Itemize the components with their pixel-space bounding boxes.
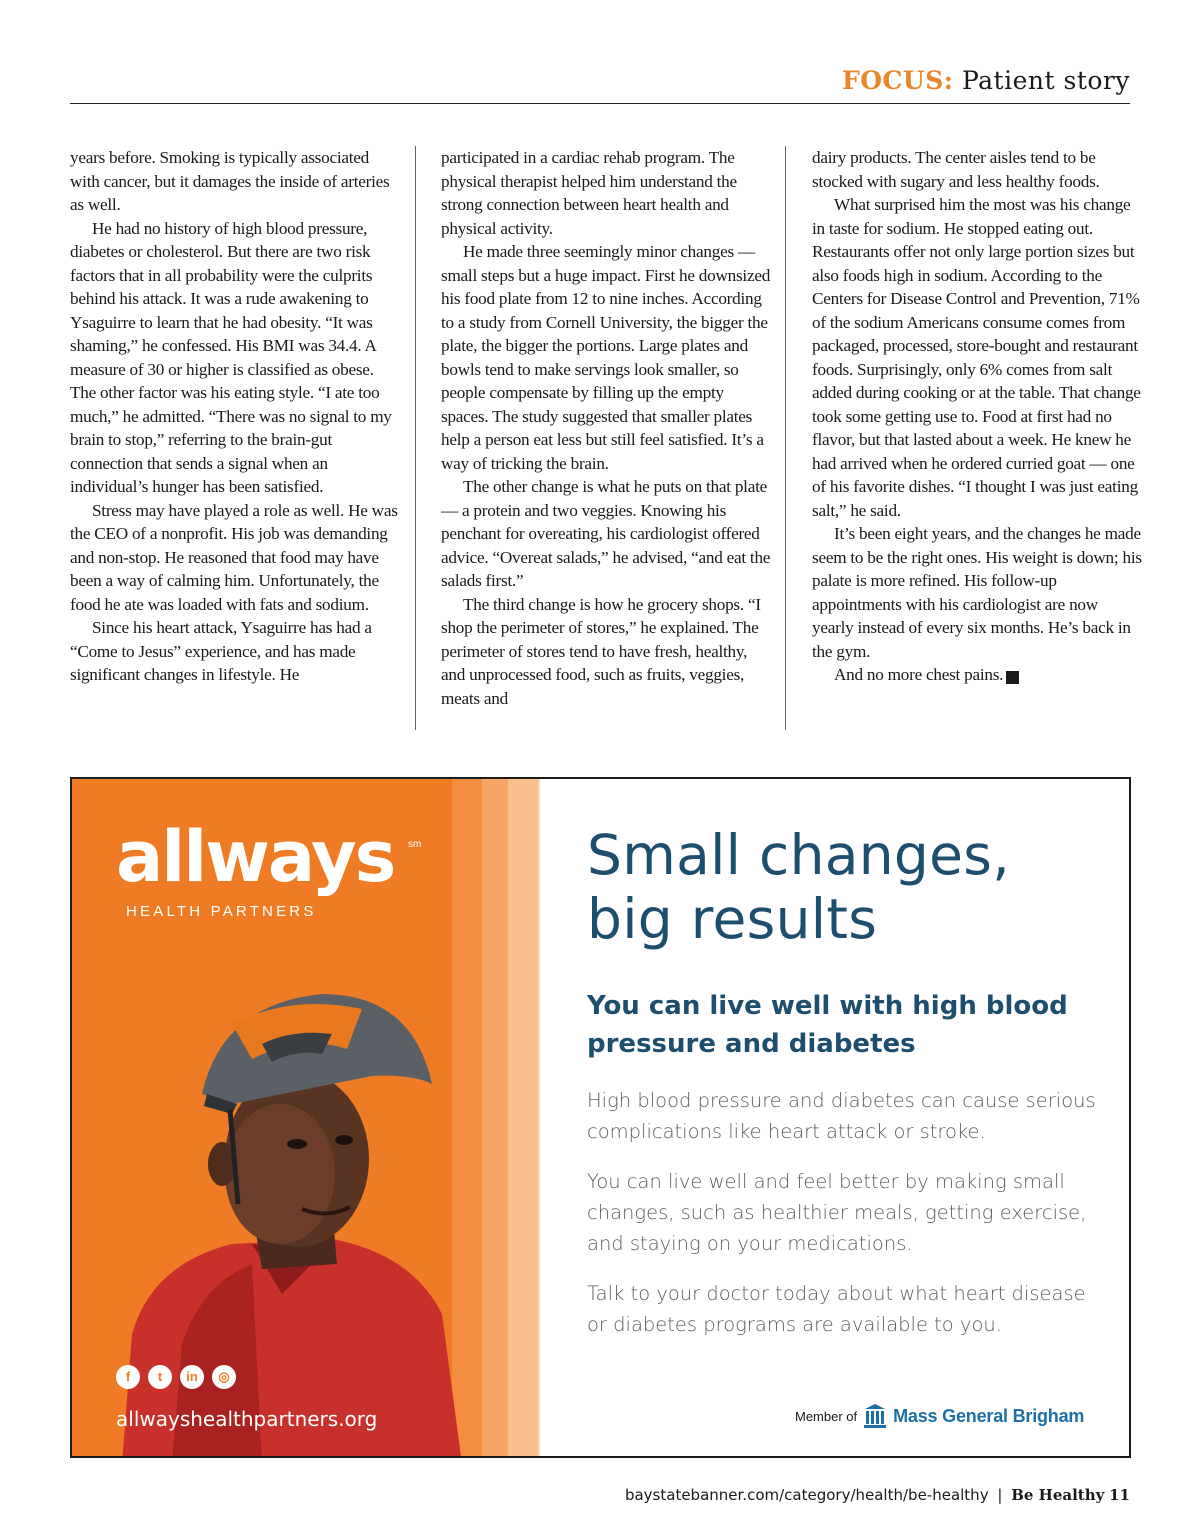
paragraph: He made three seemingly minor changes — small steps but a huge impact. First he downsized his food plate from 12 to nine inches. According to a study from Cornell University, the bigger the plate, the bigger the portions. Large plates and bowls tend to make servings look smaller, so people compensate by filling up the empty spaces. The study suggested that smaller plates help a person eat less but still feel satisfied. It’s a way of tricking the brain. xyxy=(441,242,771,473)
page-header xyxy=(70,64,1130,104)
linkedin-icon[interactable]: in xyxy=(180,1365,204,1389)
social-icons xyxy=(116,1365,236,1389)
logo-subtitle: HEALTH PARTNERS xyxy=(126,903,317,920)
paragraph: It’s been eight years, and the changes he made seem to be the right ones. His weight is down; his palate is more refined. His follow-up appointments with his cardiologist are now yearly instead of every six months. He’s back in the gym. xyxy=(812,524,1142,661)
headline-line-1: Small changes, xyxy=(587,823,1010,887)
end-mark-icon: B xyxy=(1006,671,1019,684)
mass-general-brigham-icon xyxy=(863,1403,887,1429)
headline-line-2: big results xyxy=(587,887,878,951)
paragraph: What surprised him the most was his change in taste for sodium. He stopped eating out. Restaurants offer not only large portion sizes but also foods high in sodium. According to the Centers for Disease Control and Prevention, 71% of the sodium Americans consume comes from packaged, processed, store-bought and restaurant foods. Surprisingly, only 6% comes from salt added during cooking or at the table. That change took some getting use to. Food at first had no flavor, but that lasted about a week. He knew he had arrived when he ordered curried goat — one of his favorite dishes. “I thought I was just eating salt,” he said. xyxy=(812,195,1141,520)
paragraph: Since his heart attack, Ysaguirre has had a “Come to Jesus” experience, and has made significant changes in lifestyle. He xyxy=(70,618,372,684)
section-title xyxy=(842,66,1130,95)
twitter-icon[interactable]: t xyxy=(148,1365,172,1389)
page-number: 11 xyxy=(1109,1486,1130,1504)
paragraph: Stress may have played a role as well. He was the CEO of a nonprofit. His job was demanding and non-stop. He reasoned that food may have been a way of calming him. Unfortunately, the food he ate was loaded with fats and sodium. xyxy=(70,500,398,614)
ad-body-paragraph: Talk to your doctor today about what heart disease or diabetes programs are available to you. xyxy=(587,1282,1086,1336)
article-column-1 xyxy=(70,146,400,687)
article-column-2 xyxy=(441,146,771,710)
publication-name: Be Healthy xyxy=(1011,1486,1105,1504)
instagram-icon[interactable]: ◎ xyxy=(212,1365,236,1389)
paragraph: dairy products. The center aisles tend to be stocked with sugary and less healthy foods. xyxy=(812,148,1100,191)
column-divider xyxy=(415,146,416,730)
member-badge xyxy=(795,1403,1084,1429)
section-label: Patient story xyxy=(961,66,1130,95)
allways-logo xyxy=(116,816,422,927)
service-mark: sm xyxy=(408,839,422,850)
ad-headline xyxy=(587,823,1010,951)
article-column-3 xyxy=(812,146,1142,687)
column-divider xyxy=(785,146,786,730)
paragraph: The other change is what he puts on that plate — a protein and two veggies. Knowing his penchant for overeating, his cardiologist offered advice. “Overeat salads,” he advised, “and eat the salads first.” xyxy=(441,477,771,590)
closing-paragraph xyxy=(812,663,1142,687)
logo-wordmark: allways xyxy=(116,816,395,898)
ad-subheadline: You can live well with high blood pressure and diabetes xyxy=(587,991,1068,1059)
focus-label: FOCUS: xyxy=(841,66,954,95)
ad-image-panel xyxy=(72,779,540,1456)
ad-text-panel xyxy=(587,779,1117,1456)
paragraph: years before. Smoking is typically associated with cancer, but it damages the inside of arteries as well. xyxy=(70,148,390,214)
paragraph: participated in a cardiac rehab program. The physical therapist helped him understand the strong connection between heart health and physical activity. xyxy=(441,148,737,238)
closing-text: And no more chest pains. xyxy=(834,665,1004,684)
facebook-icon[interactable]: f xyxy=(116,1365,140,1389)
member-label: Member of xyxy=(795,1408,858,1424)
ad-body-paragraph: High blood pressure and diabetes can cause serious complications like heart attack or stroke. xyxy=(587,1089,1096,1143)
advertisement[interactable] xyxy=(70,777,1131,1458)
paragraph: The third change is how he grocery shops. “I shop the perimeter of stores,” he explained. The perimeter of stores tend to have fresh, healthy, and unprocessed food, such as fruits, veggies, meats and xyxy=(441,594,761,708)
ad-body-paragraph: You can live well and feel better by making small changes, such as healthier meals, getting exercise, and staying on your medications. xyxy=(587,1170,1087,1255)
ad-website-link[interactable]: allwayshealthpartners.org xyxy=(116,1407,378,1431)
member-name: Mass General Brigham xyxy=(893,1405,1085,1426)
footer-separator: | xyxy=(997,1486,1003,1504)
paragraph: He had no history of high blood pressure, diabetes or cholesterol. But there are two risk factors that in all probability were the culprits behind his attack. It was a rude awakening to Ysaguirre to learn that he had obesity. “It was shaming,” he confessed. His BMI was 34.4. A measure of 30 or higher is classified as obese. The other factor was his eating style. “I ate too much,” he admitted. “There was no signal to my brain to stop,” referring to the brain-gut connection that sends a signal when an individual’s hunger has been satisfied. xyxy=(70,218,392,496)
footer-url[interactable]: baystatebanner.com/category/health/be-healthy xyxy=(624,1486,989,1504)
page-footer xyxy=(625,1486,1130,1504)
